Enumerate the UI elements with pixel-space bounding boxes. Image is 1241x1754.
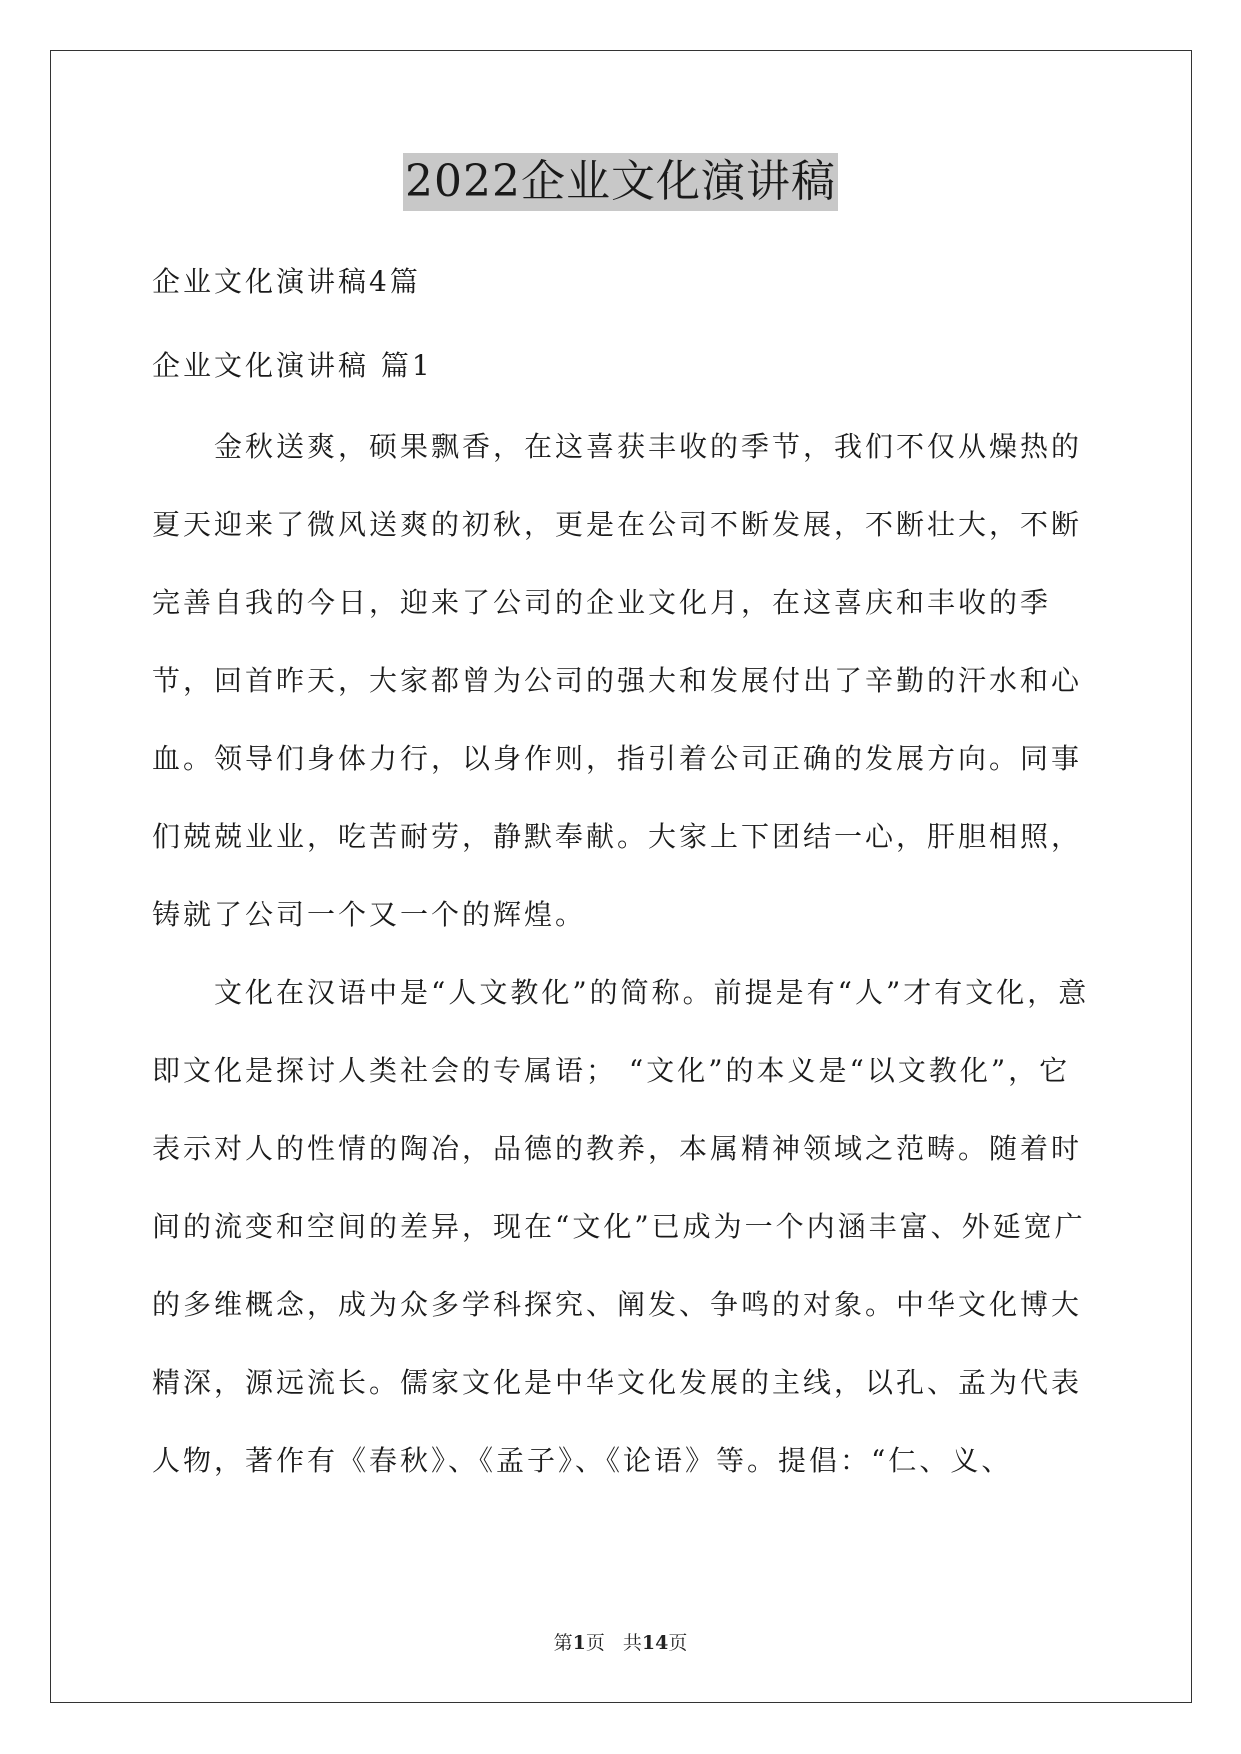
total-page-number: 14 bbox=[641, 1632, 669, 1654]
total-prefix: 共 bbox=[622, 1632, 642, 1654]
document-body bbox=[152, 240, 1092, 1500]
total-unit: 页 bbox=[668, 1632, 688, 1654]
page-unit: 页 bbox=[585, 1632, 605, 1654]
paragraph: 金秋送爽，硕果飘香，在这喜获丰收的季节，我们不仅从燥热的夏天迎来了微风送爽的初秋，更是在公司不断发展，不断壮大，不断完善自我的今日，迎来了公司的企业文化月，在这喜庆和丰收的季节，回首昨天，大家都曾为公司的强大和发展付出了辛勤的汗水和心血。领导们身体力行，以身作则，指引着公司正确的发展方向。同事们兢兢业业，吃苦耐劳，静默奉献。大家上下团结一心，肝胆相照，铸就了公司一个又一个的辉煌。 bbox=[152, 430, 1083, 931]
document-title: 2022企业文化演讲稿 bbox=[403, 153, 838, 211]
section-heading: 企业文化演讲稿 篇1 bbox=[152, 349, 433, 382]
paragraph: 文化在汉语中是“人文教化”的简称。前提是有“人”才有文化，意即文化是探讨人类社会的专属语； “文化”的本义是“以文教化”，它表示对人的性情的陶冶，品德的教养，本属精神领域之范畴。随着时间的流变和空间的差异，现在“文化”已成为一个内涵丰富、外延宽广的多维概念，成为众多学科探究、阐发、争鸣的对象。中华文化博大精深，源远流长。儒家文化是中华文化发展的主线，以孔、孟为代表人物，著作有《春秋》、《孟子》、《论语》等。提倡：“仁、义、 bbox=[152, 976, 1090, 1477]
document-subtitle: 企业文化演讲稿4篇 bbox=[152, 265, 421, 298]
page-prefix: 第 bbox=[553, 1632, 573, 1654]
title-container bbox=[0, 153, 1241, 211]
current-page-number: 1 bbox=[572, 1632, 586, 1654]
page-footer bbox=[0, 1628, 1241, 1655]
